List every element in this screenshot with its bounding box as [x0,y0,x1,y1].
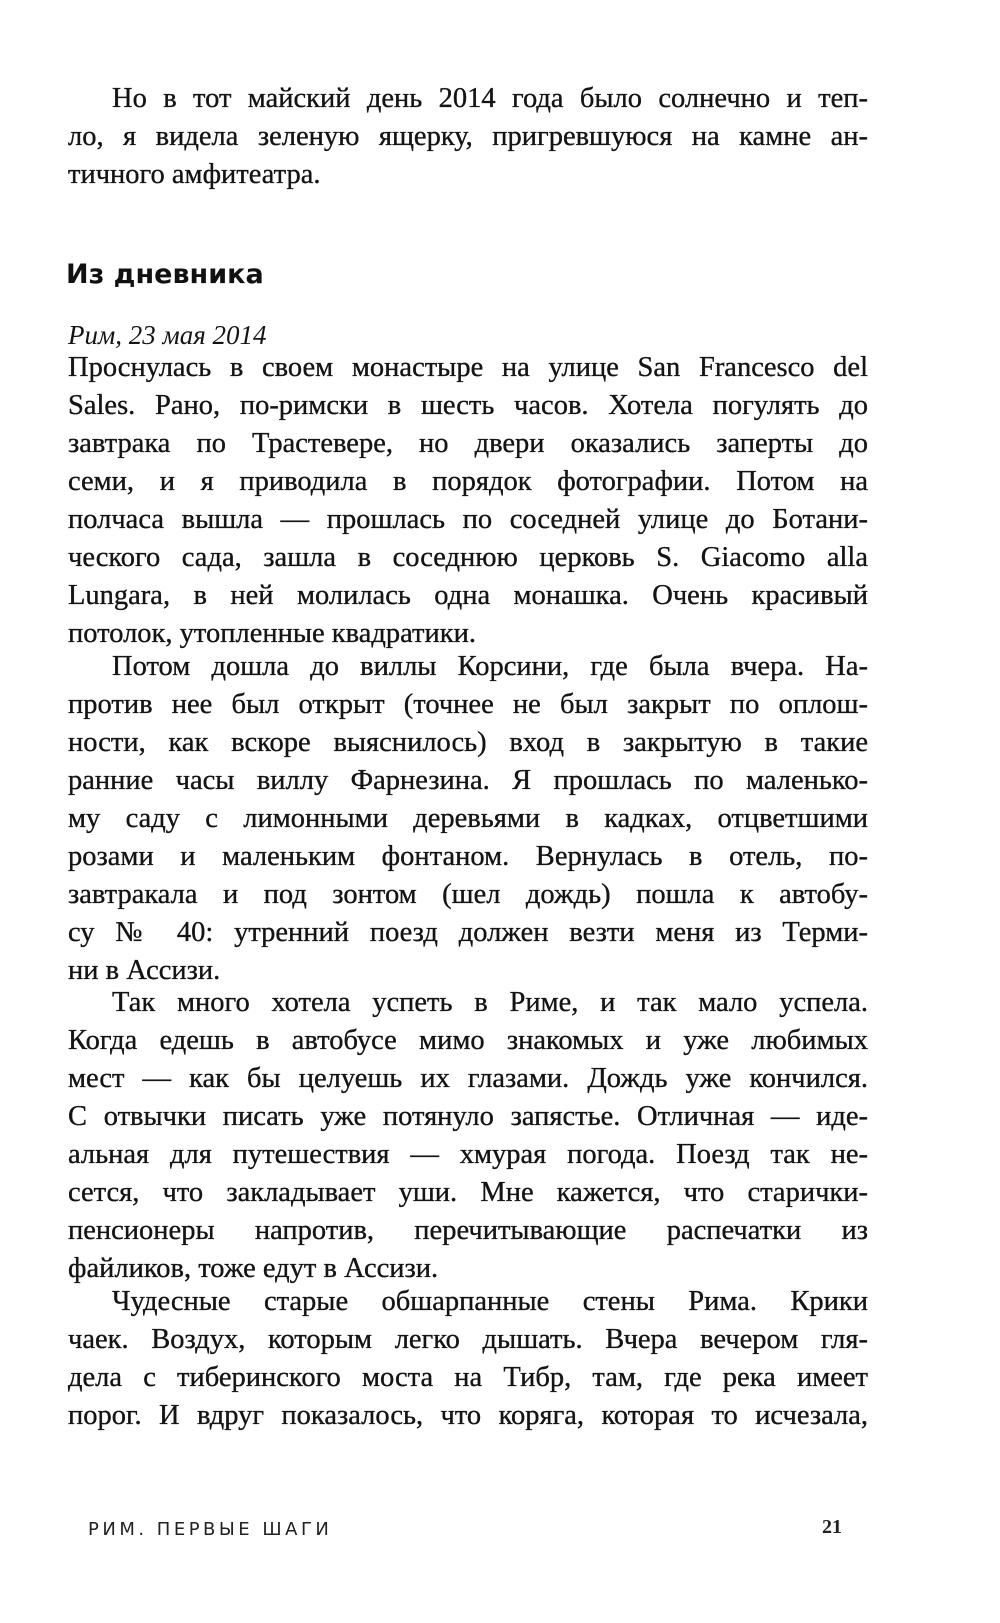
text-line: пенсионеры напротив, перечитывающие распечатки из [68,1215,868,1246]
text-line: Sales. Рано, по-римски в шесть часов. Хотела погулять до [68,390,868,421]
text-line: Так много хотела успеть в Риме, и так мало успела. [112,987,868,1018]
text-line: сется, что закладывает уши. Мне кажется, что старички- [68,1177,868,1208]
text-line: Потом дошла до виллы Корсини, где была вчера. На- [112,651,868,682]
text-line: ни в Ассизи. [68,955,221,986]
text-line: Чудесные старые обшарпанные стены Рима. Крики [112,1286,868,1317]
text-line: мест — как бы целуешь их глазами. Дождь уже кончился. [68,1063,868,1094]
page-number: 21 [822,1516,842,1538]
text-line: розами и маленьким фонтаном. Вернулась в отель, по- [68,841,868,872]
running-footer-title: РИМ. ПЕРВЫЕ ШАГИ [88,1519,333,1540]
text-line: против нее был открыт (точнее не был закрыт по оплош- [68,689,868,720]
text-line: чаек. Воздух, которым легко дышать. Вчера вечером гля- [68,1324,868,1355]
diary-date: Рим, 23 мая 2014 [68,320,267,350]
text-line: семи, и я приводила в порядок фотографии. Потом на [68,466,868,497]
text-line: ло, я видела зеленую ящерку, пригревшуюся на камне ан- [68,121,868,152]
text-line: завтрака по Трастевере, но двери оказались заперты до [68,428,868,459]
text-line: су № 40: утренний поезд должен везти меня из Терми- [68,917,868,948]
text-line: Но в тот майский день 2014 года было солнечно и теп- [112,83,868,114]
text-line: завтракала и под зонтом (шел дождь) пошла к автобу- [68,879,868,910]
text-line: потолок, утопленные квадратики. [68,618,476,649]
text-line: ности, как вскоре выяснилось) вход в закрытую в такие [68,727,868,758]
text-line: Проснулась в своем монастыре на улице San Francesco del [68,352,868,383]
text-line: дела с тиберинского моста на Тибр, там, где река имеет [68,1362,868,1393]
text-line: тичного амфитеатра. [68,159,321,190]
text-line: Lungara, в ней молилась одна монашка. Очень красивый [68,580,868,611]
text-line: альная для путешествия — хмурая погода. Поезд так не- [68,1139,868,1170]
text-line: полчаса вышла — прошлась по соседней улице до Ботани- [68,504,868,535]
text-line: С отвычки писать уже потянуло запястье. Отличная — иде- [68,1101,868,1132]
text-line: порог. И вдруг показалось, что коряга, которая то исчезала, [68,1400,868,1431]
text-line: Когда едешь в автобусе мимо знакомых и уже любимых [68,1025,868,1056]
text-line: ранние часы виллу Фарнезина. Я прошлась по маленько- [68,765,868,796]
section-heading: Из дневника [66,259,264,290]
text-line: файликов, тоже едут в Ассизи. [68,1253,439,1284]
text-line: му саду с лимонными деревьями в кадках, отцветшими [68,803,868,834]
text-line: ческого сада, зашла в соседнюю церковь S. Giacomo alla [68,542,868,573]
